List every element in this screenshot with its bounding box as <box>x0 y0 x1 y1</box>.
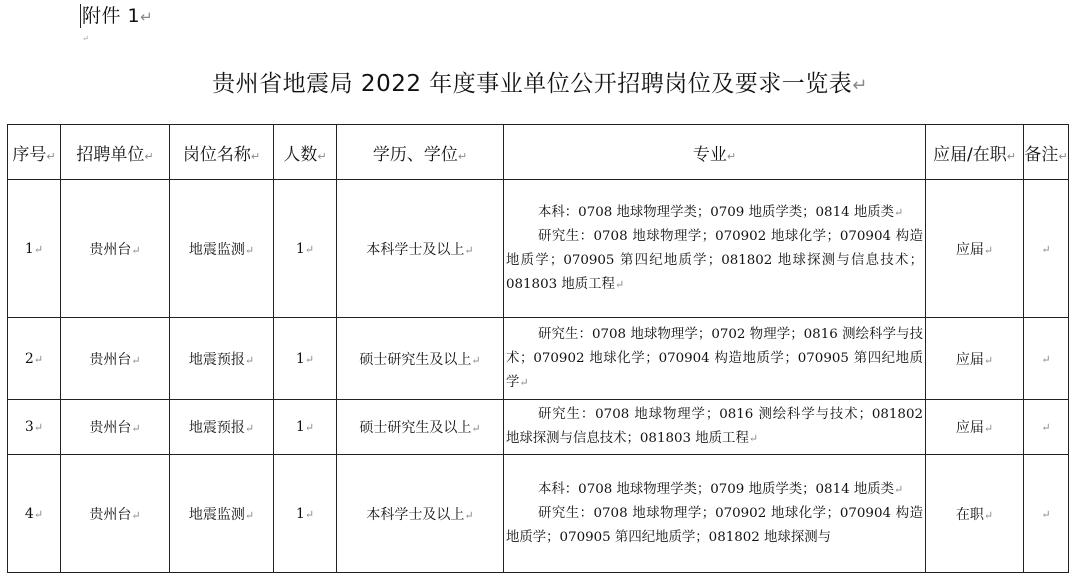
cell-count: 1↵ <box>274 180 337 318</box>
header-cell: 应届/在职↵ <box>926 125 1024 180</box>
cell-position: 地震预报↵ <box>170 400 274 455</box>
cell-education: 硕士研究生及以上↵ <box>337 318 504 400</box>
document-title: 贵州省地震局 2022 年度事业单位公开招聘岗位及要求一览表↵ <box>212 71 868 97</box>
recruitment-table <box>7 124 1069 573</box>
cell-no: 1↵ <box>8 180 61 318</box>
table-row <box>8 400 1069 455</box>
cell-major: 研究生：0708 地球物理学；0702 物理学；0816 测绘科学与技术；070902 地球化学；070904 构造地质学；070905 第四纪地质学↵ <box>504 318 926 400</box>
table-row <box>8 318 1069 400</box>
text-cursor <box>80 4 81 28</box>
cell-remark: ↵ <box>1024 455 1069 573</box>
cell-count: 1↵ <box>274 455 337 573</box>
cell-unit: 贵州台↵ <box>61 318 170 400</box>
header-cell: 招聘单位↵ <box>61 125 170 180</box>
cell-major: 本科：0708 地球物理学类；0709 地质学类；0814 地质类↵ 研究生：0708 地球物理学；070902 地球化学；070904 构造地质学；070905 第四纪地质学；081802 地球探测与信息技术；081803 地质工程↵ <box>504 180 926 318</box>
cell-education: 本科学士及以上↵ <box>337 455 504 573</box>
cell-no: 4↵ <box>8 455 61 573</box>
cell-unit: 贵州台↵ <box>61 180 170 318</box>
cell-position: 地震预报↵ <box>170 318 274 400</box>
cell-no: 2↵ <box>8 318 61 400</box>
header-cell: 序号↵ <box>8 125 61 180</box>
paragraph-mark-icon: ↵ <box>82 34 89 43</box>
cell-status: 应届↵ <box>926 318 1024 400</box>
cell-unit: 贵州台↵ <box>61 455 170 573</box>
cell-remark: ↵ <box>1024 180 1069 318</box>
cell-position: 地震监测↵ <box>170 455 274 573</box>
cell-remark: ↵ <box>1024 400 1069 455</box>
attachment-label: 附件 1↵ <box>82 5 154 27</box>
cell-unit: 贵州台↵ <box>61 400 170 455</box>
cell-remark: ↵ <box>1024 318 1069 400</box>
cell-position: 地震监测↵ <box>170 180 274 318</box>
header-cell: 人数↵ <box>274 125 337 180</box>
header-cell: 学历、学位↵ <box>337 125 504 180</box>
cell-status: 应届↵ <box>926 180 1024 318</box>
header-cell: 岗位名称↵ <box>170 125 274 180</box>
table-row <box>8 180 1069 318</box>
cell-status: 在职↵ <box>926 455 1024 573</box>
cell-education: 硕士研究生及以上↵ <box>337 400 504 455</box>
cell-major: 本科：0708 地球物理学类；0709 地质学类；0814 地质类↵ 研究生：0708 地球物理学；070902 地球化学；070904 构造地质学；070905 第四纪地质学；081802 地球探测与 <box>504 455 926 573</box>
paragraph-mark-icon: ↵ <box>852 75 868 96</box>
cell-no: 3↵ <box>8 400 61 455</box>
cell-count: 1↵ <box>274 318 337 400</box>
paragraph-mark-icon: ↵ <box>140 8 154 26</box>
table-header-row <box>8 125 1069 180</box>
cell-status: 应届↵ <box>926 400 1024 455</box>
table-row <box>8 455 1069 573</box>
cell-major: 研究生：0708 地球物理学；0816 测绘科学与技术；081802 地球探测与信息技术；081803 地质工程↵ <box>504 400 926 455</box>
header-cell: 备注↵ <box>1024 125 1069 180</box>
cell-count: 1↵ <box>274 400 337 455</box>
cell-education: 本科学士及以上↵ <box>337 180 504 318</box>
header-cell: 专业↵ <box>504 125 926 180</box>
